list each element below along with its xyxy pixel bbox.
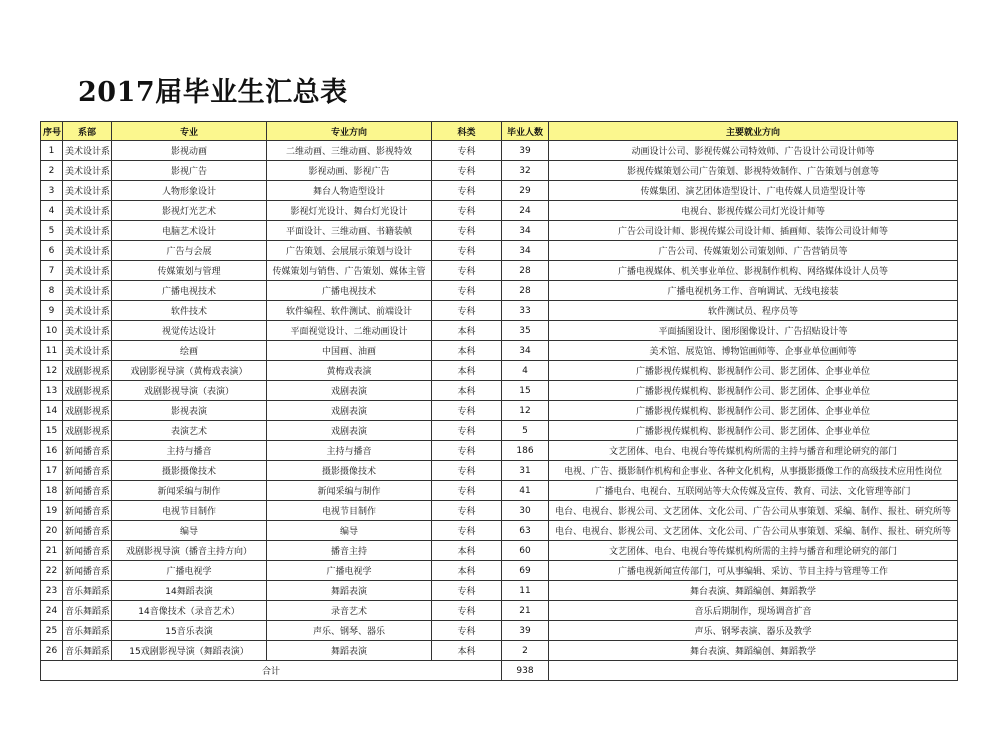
cell-count: 28 — [502, 261, 549, 281]
cell-employment: 电视台、影视传媒公司灯光设计师等 — [549, 201, 958, 221]
cell-count: 39 — [502, 141, 549, 161]
cell-no: 21 — [41, 541, 63, 561]
cell-no: 1 — [41, 141, 63, 161]
cell-no: 6 — [41, 241, 63, 261]
cell-no: 9 — [41, 301, 63, 321]
cell-no: 17 — [41, 461, 63, 481]
header-major: 专业 — [112, 122, 267, 141]
cell-dept: 音乐舞蹈系 — [63, 581, 112, 601]
cell-no: 16 — [41, 441, 63, 461]
cell-employment: 广播电台、电视台、互联网站等大众传媒及宣传、教育、司法、文化管理等部门 — [549, 481, 958, 501]
cell-count: 4 — [502, 361, 549, 381]
table-row — [41, 601, 958, 621]
cell-direction: 录音艺术 — [267, 601, 432, 621]
cell-level: 专科 — [432, 221, 502, 241]
cell-count: 186 — [502, 441, 549, 461]
table-row — [41, 321, 958, 341]
cell-dept: 美术设计系 — [63, 181, 112, 201]
cell-major: 编导 — [112, 521, 267, 541]
cell-count: 34 — [502, 221, 549, 241]
cell-level: 专科 — [432, 261, 502, 281]
table-row — [41, 461, 958, 481]
table-row — [41, 161, 958, 181]
cell-employment: 文艺团体、电台、电视台等传媒机构所需的主持与播音和理论研究的部门 — [549, 441, 958, 461]
total-label: 合计 — [41, 661, 502, 681]
cell-major: 新闻采编与制作 — [112, 481, 267, 501]
cell-major: 主持与播音 — [112, 441, 267, 461]
cell-no: 10 — [41, 321, 63, 341]
table-row — [41, 501, 958, 521]
cell-no: 11 — [41, 341, 63, 361]
cell-employment: 影视传媒策划公司广告策划、影视特效制作、广告策划与创意等 — [549, 161, 958, 181]
cell-direction: 平面视觉设计、二维动画设计 — [267, 321, 432, 341]
cell-dept: 美术设计系 — [63, 201, 112, 221]
table-row — [41, 301, 958, 321]
cell-count: 15 — [502, 381, 549, 401]
cell-direction: 影视动画、影视广告 — [267, 161, 432, 181]
cell-employment: 舞台表演、舞蹈编创、舞蹈教学 — [549, 641, 958, 661]
cell-direction: 二维动画、三维动画、影视特效 — [267, 141, 432, 161]
table-row — [41, 441, 958, 461]
cell-employment: 音乐后期制作，现场调音扩音 — [549, 601, 958, 621]
cell-dept: 戏剧影视系 — [63, 421, 112, 441]
cell-count: 5 — [502, 421, 549, 441]
cell-dept: 新闻播音系 — [63, 521, 112, 541]
cell-employment: 舞台表演、舞蹈编创、舞蹈教学 — [549, 581, 958, 601]
cell-count: 41 — [502, 481, 549, 501]
cell-dept: 美术设计系 — [63, 241, 112, 261]
cell-level: 专科 — [432, 201, 502, 221]
cell-direction: 传媒策划与销售、广告策划、媒体主管 — [267, 261, 432, 281]
cell-direction: 电视节目制作 — [267, 501, 432, 521]
cell-major: 软件技术 — [112, 301, 267, 321]
table-row — [41, 281, 958, 301]
cell-dept: 美术设计系 — [63, 281, 112, 301]
cell-dept: 美术设计系 — [63, 141, 112, 161]
table-row — [41, 341, 958, 361]
cell-count: 69 — [502, 561, 549, 581]
cell-level: 专科 — [432, 521, 502, 541]
cell-dept: 新闻播音系 — [63, 481, 112, 501]
cell-dept: 美术设计系 — [63, 321, 112, 341]
table-row — [41, 361, 958, 381]
cell-level: 专科 — [432, 141, 502, 161]
cell-no: 3 — [41, 181, 63, 201]
cell-level: 本科 — [432, 541, 502, 561]
cell-no: 20 — [41, 521, 63, 541]
cell-direction: 广播电视学 — [267, 561, 432, 581]
cell-count: 32 — [502, 161, 549, 181]
cell-no: 5 — [41, 221, 63, 241]
cell-count: 12 — [502, 401, 549, 421]
total-empty-cell — [549, 661, 958, 681]
cell-level: 专科 — [432, 421, 502, 441]
cell-major: 广播电视学 — [112, 561, 267, 581]
cell-employment: 广播电视机务工作、音响调试、无线电接装 — [549, 281, 958, 301]
cell-major: 影视动画 — [112, 141, 267, 161]
cell-major: 影视广告 — [112, 161, 267, 181]
cell-employment: 传媒集团、演艺团体造型设计、广电传媒人员造型设计等 — [549, 181, 958, 201]
cell-direction: 戏剧表演 — [267, 381, 432, 401]
cell-employment: 平面插图设计、图形图像设计、广告招贴设计等 — [549, 321, 958, 341]
cell-direction: 戏剧表演 — [267, 401, 432, 421]
cell-dept: 戏剧影视系 — [63, 361, 112, 381]
cell-count: 34 — [502, 241, 549, 261]
cell-major: 人物形象设计 — [112, 181, 267, 201]
table-body — [41, 141, 958, 661]
graduate-summary-table — [40, 121, 958, 681]
table-row — [41, 261, 958, 281]
cell-major: 电视节目制作 — [112, 501, 267, 521]
cell-level: 专科 — [432, 401, 502, 421]
header-dept: 系部 — [63, 122, 112, 141]
page-title: 2017届毕业生汇总表 — [78, 77, 348, 108]
cell-employment: 广播电视媒体、机关事业单位、影视制作机构、网络媒体设计人员等 — [549, 261, 958, 281]
cell-count: 11 — [502, 581, 549, 601]
cell-no: 15 — [41, 421, 63, 441]
table-row — [41, 641, 958, 661]
cell-dept: 美术设计系 — [63, 161, 112, 181]
cell-level: 专科 — [432, 581, 502, 601]
header-direction: 专业方向 — [267, 122, 432, 141]
header-no: 序号 — [41, 122, 63, 141]
cell-major: 广告与会展 — [112, 241, 267, 261]
cell-direction: 播音主持 — [267, 541, 432, 561]
cell-direction: 黄梅戏表演 — [267, 361, 432, 381]
cell-employment: 广播影视传媒机构、影视制作公司、影艺团体、企事业单位 — [549, 361, 958, 381]
cell-dept: 新闻播音系 — [63, 441, 112, 461]
cell-no: 8 — [41, 281, 63, 301]
header-count: 毕业人数 — [502, 122, 549, 141]
table-row — [41, 421, 958, 441]
table-row — [41, 541, 958, 561]
header-level: 科类 — [432, 122, 502, 141]
total-count: 938 — [502, 661, 549, 681]
cell-dept: 戏剧影视系 — [63, 401, 112, 421]
cell-dept: 戏剧影视系 — [63, 381, 112, 401]
table-row — [41, 401, 958, 421]
cell-count: 2 — [502, 641, 549, 661]
cell-count: 34 — [502, 341, 549, 361]
cell-direction: 影视灯光设计、舞台灯光设计 — [267, 201, 432, 221]
cell-dept: 美术设计系 — [63, 341, 112, 361]
cell-no: 19 — [41, 501, 63, 521]
cell-direction: 广告策划、会展展示策划与设计 — [267, 241, 432, 261]
cell-direction: 舞蹈表演 — [267, 581, 432, 601]
cell-count: 33 — [502, 301, 549, 321]
cell-count: 35 — [502, 321, 549, 341]
cell-level: 本科 — [432, 381, 502, 401]
header-employment: 主要就业方向 — [549, 122, 958, 141]
cell-direction: 舞台人物造型设计 — [267, 181, 432, 201]
cell-major: 戏剧影视导演（黄梅戏表演） — [112, 361, 267, 381]
cell-level: 专科 — [432, 281, 502, 301]
cell-direction: 中国画、油画 — [267, 341, 432, 361]
cell-employment: 广播影视传媒机构、影视制作公司、影艺团体、企事业单位 — [549, 421, 958, 441]
cell-direction: 新闻采编与制作 — [267, 481, 432, 501]
cell-no: 22 — [41, 561, 63, 581]
cell-direction: 舞蹈表演 — [267, 641, 432, 661]
table-row — [41, 181, 958, 201]
cell-count: 39 — [502, 621, 549, 641]
cell-level: 本科 — [432, 641, 502, 661]
cell-employment: 动画设计公司、影视传媒公司特效师、广告设计公司设计师等 — [549, 141, 958, 161]
cell-no: 18 — [41, 481, 63, 501]
cell-employment: 广告公司、传媒策划公司策划师、广告营销员等 — [549, 241, 958, 261]
cell-major: 电脑艺术设计 — [112, 221, 267, 241]
cell-no: 12 — [41, 361, 63, 381]
cell-level: 专科 — [432, 181, 502, 201]
cell-employment: 电台、电视台、影视公司、文艺团体、文化公司、广告公司从事策划、采编、制作、报社、研究所等 — [549, 501, 958, 521]
cell-employment: 电视、广告、摄影制作机构和企事业、各种文化机构，从事摄影摄像工作的高级技术应用性岗位 — [549, 461, 958, 481]
cell-employment: 广播影视传媒机构、影视制作公司、影艺团体、企事业单位 — [549, 381, 958, 401]
cell-no: 4 — [41, 201, 63, 221]
cell-level: 专科 — [432, 301, 502, 321]
table-row — [41, 581, 958, 601]
cell-dept: 音乐舞蹈系 — [63, 601, 112, 621]
cell-major: 表演艺术 — [112, 421, 267, 441]
cell-count: 28 — [502, 281, 549, 301]
cell-dept: 美术设计系 — [63, 221, 112, 241]
cell-level: 本科 — [432, 321, 502, 341]
cell-no: 25 — [41, 621, 63, 641]
cell-count: 60 — [502, 541, 549, 561]
cell-major: 影视灯光艺术 — [112, 201, 267, 221]
cell-major: 14舞蹈表演 — [112, 581, 267, 601]
cell-dept: 新闻播音系 — [63, 461, 112, 481]
cell-major: 绘画 — [112, 341, 267, 361]
cell-employment: 广播电视新闻宣传部门，可从事编辑、采访、节目主持与管理等工作 — [549, 561, 958, 581]
cell-level: 专科 — [432, 501, 502, 521]
cell-direction: 摄影摄像技术 — [267, 461, 432, 481]
cell-major: 14音像技术（录音艺术） — [112, 601, 267, 621]
table-row — [41, 141, 958, 161]
table-header-row — [41, 122, 958, 141]
table-row — [41, 561, 958, 581]
cell-count: 30 — [502, 501, 549, 521]
cell-level: 专科 — [432, 241, 502, 261]
cell-employment: 电台、电视台、影视公司、文艺团体、文化公司、广告公司从事策划、采编、制作、报社、研究所等 — [549, 521, 958, 541]
cell-no: 2 — [41, 161, 63, 181]
cell-major: 视觉传达设计 — [112, 321, 267, 341]
table-row — [41, 221, 958, 241]
cell-dept: 新闻播音系 — [63, 561, 112, 581]
total-row — [41, 661, 958, 681]
cell-no: 14 — [41, 401, 63, 421]
cell-level: 专科 — [432, 441, 502, 461]
table-row — [41, 621, 958, 641]
cell-count: 31 — [502, 461, 549, 481]
cell-no: 7 — [41, 261, 63, 281]
cell-dept: 新闻播音系 — [63, 501, 112, 521]
cell-employment: 软件测试员、程序员等 — [549, 301, 958, 321]
cell-direction: 声乐、钢琴、器乐 — [267, 621, 432, 641]
cell-level: 本科 — [432, 561, 502, 581]
table-row — [41, 241, 958, 261]
cell-count: 63 — [502, 521, 549, 541]
table-row — [41, 201, 958, 221]
cell-count: 29 — [502, 181, 549, 201]
cell-major: 摄影摄像技术 — [112, 461, 267, 481]
cell-dept: 音乐舞蹈系 — [63, 641, 112, 661]
cell-major: 戏剧影视导演（播音主持方向） — [112, 541, 267, 561]
cell-level: 专科 — [432, 621, 502, 641]
table-row — [41, 521, 958, 541]
cell-direction: 软件编程、软件测试、前端设计 — [267, 301, 432, 321]
cell-direction: 戏剧表演 — [267, 421, 432, 441]
cell-major: 戏剧影视导演（表演） — [112, 381, 267, 401]
cell-count: 24 — [502, 201, 549, 221]
cell-no: 24 — [41, 601, 63, 621]
cell-level: 专科 — [432, 461, 502, 481]
cell-no: 23 — [41, 581, 63, 601]
cell-no: 13 — [41, 381, 63, 401]
cell-employment: 声乐、钢琴表演、器乐及教学 — [549, 621, 958, 641]
cell-direction: 主持与播音 — [267, 441, 432, 461]
cell-dept: 美术设计系 — [63, 301, 112, 321]
table-row — [41, 481, 958, 501]
cell-level: 专科 — [432, 481, 502, 501]
cell-employment: 广告公司设计师、影视传媒公司设计师、插画师、装饰公司设计师等 — [549, 221, 958, 241]
cell-major: 影视表演 — [112, 401, 267, 421]
cell-level: 本科 — [432, 341, 502, 361]
cell-level: 专科 — [432, 601, 502, 621]
cell-no: 26 — [41, 641, 63, 661]
cell-direction: 平面设计、三维动画、书籍装帧 — [267, 221, 432, 241]
cell-dept: 新闻播音系 — [63, 541, 112, 561]
cell-employment: 文艺团体、电台、电视台等传媒机构所需的主持与播音和理论研究的部门 — [549, 541, 958, 561]
cell-level: 专科 — [432, 161, 502, 181]
cell-major: 15音乐表演 — [112, 621, 267, 641]
cell-employment: 美术馆、展览馆、博物馆画师等、企事业单位画师等 — [549, 341, 958, 361]
cell-direction: 广播电视技术 — [267, 281, 432, 301]
cell-dept: 音乐舞蹈系 — [63, 621, 112, 641]
cell-dept: 美术设计系 — [63, 261, 112, 281]
cell-level: 本科 — [432, 361, 502, 381]
cell-direction: 编导 — [267, 521, 432, 541]
cell-major: 15戏剧影视导演（舞蹈表演） — [112, 641, 267, 661]
cell-count: 21 — [502, 601, 549, 621]
cell-major: 传媒策划与管理 — [112, 261, 267, 281]
cell-major: 广播电视技术 — [112, 281, 267, 301]
table-row — [41, 381, 958, 401]
cell-employment: 广播影视传媒机构、影视制作公司、影艺团体、企事业单位 — [549, 401, 958, 421]
